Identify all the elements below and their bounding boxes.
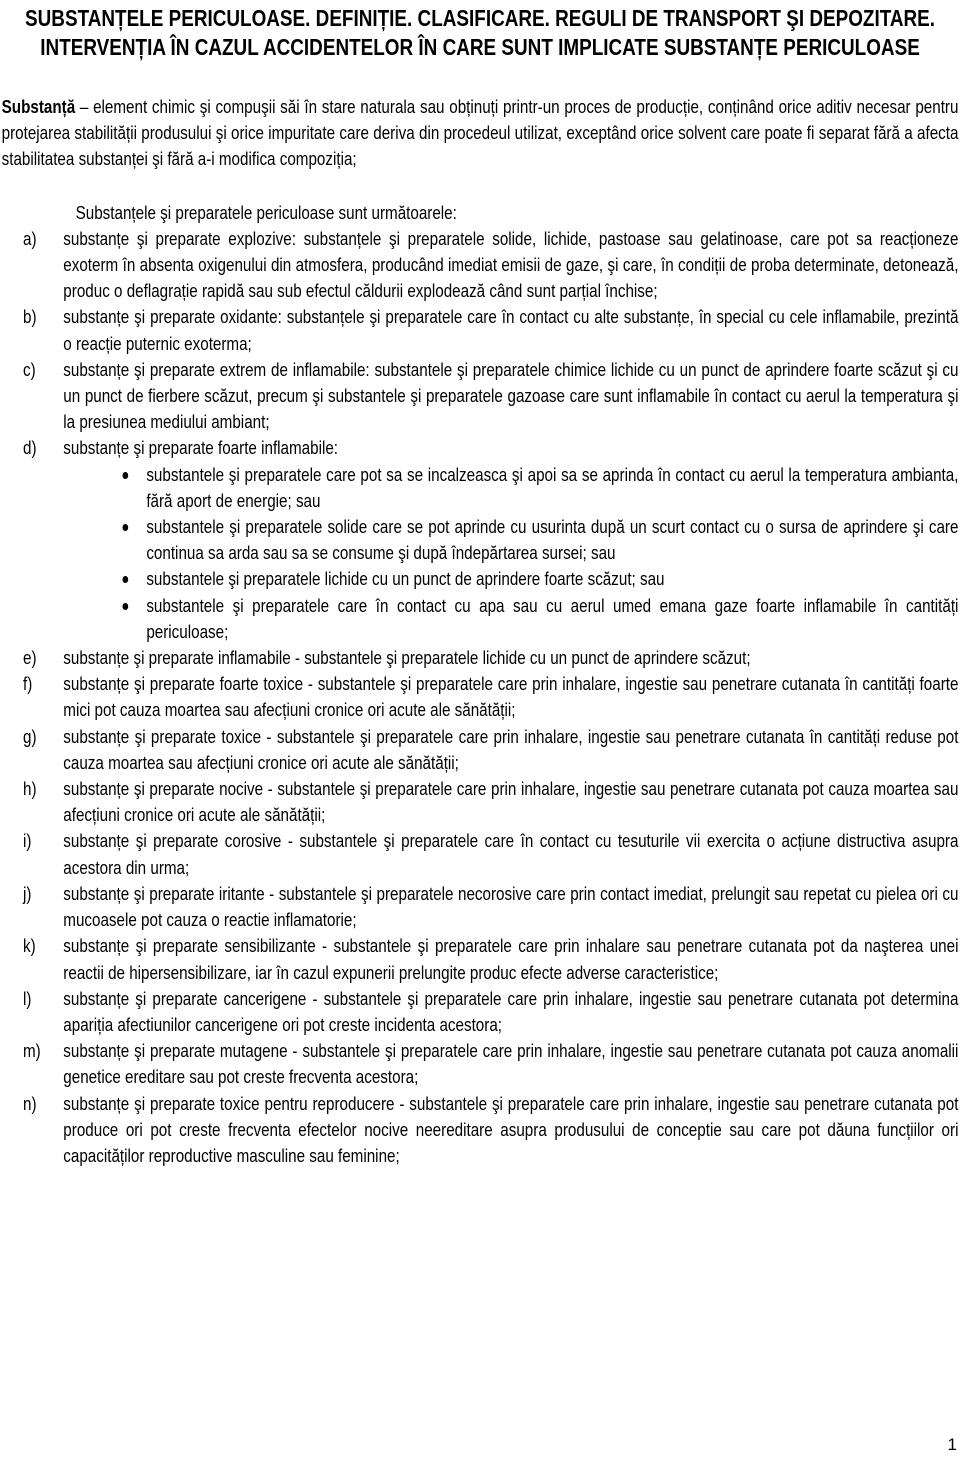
list-item-label: i) xyxy=(23,830,32,852)
list-item-text: substanțe şi preparate foarte toxice - substantele şi preparatele care prin inhalare, ingestie sau penetrare cutanata în cantități foarte mici pot cauza moartea sau afecțiuni cronice ori acute ale sănătății; xyxy=(63,673,959,721)
list-item-label: n) xyxy=(23,1092,37,1114)
list-item-label: c) xyxy=(23,358,36,380)
definition-paragraph xyxy=(2,94,959,173)
list-item xyxy=(2,304,959,356)
list-item-label: d) xyxy=(23,437,37,459)
list-item xyxy=(2,933,959,985)
list-item-label: m) xyxy=(23,1040,41,1062)
list-item-label: b) xyxy=(23,306,37,328)
bullet-item xyxy=(2,593,959,645)
list-item-text: substanțe şi preparate corosive - substantele şi preparatele care în contact cu tesuturile vii exercita o acțiune distructiva asupra acestora din urma; xyxy=(63,830,959,878)
list-item xyxy=(2,986,959,1038)
list-item-text: substanțe şi preparate extrem de inflamabile: substantele şi preparatele chimice lichide cu un punct de aprindere foarte scăzut şi cu un punct de fierbere scăzut, precum şi substantele şi preparatele gazoase care sunt inflamabile în contact cu aerul la temperatura şi la presiunea mediului ambiant; xyxy=(63,358,959,433)
list-item-label: l) xyxy=(23,987,32,1009)
list-item xyxy=(2,357,959,436)
bullet-text: substantele şi preparatele solide care se pot aprinde cu usurinta după un scurt contact cu o sursa de aprindere şi care continua sa arda sau sa se consume şi după îndepărtarea sursei; sau xyxy=(146,516,959,564)
list-item-text: substanțe şi preparate toxice - substantele şi preparatele care prin inhalare, ingestie sau penetrare cutanata în cantități reduse pot cauza moartea sau afecțiuni cronice ori acute ale sănătății; xyxy=(63,725,959,773)
definition-term: Substanță xyxy=(1,96,76,117)
list-item xyxy=(2,226,959,305)
list-item xyxy=(2,828,959,880)
definition-text: – element chimic şi compuşii săi în stare naturala sau obținuți printr-un proces de producție, conținând orice aditiv necesar pentru protejarea stabilității produsului şi orice impuritate care deriva din procedeul utilizat, exceptând orice solvent care poate fi separat fără a afecta stabilitatea substanței şi fără a-i modifica compoziția; xyxy=(1,96,959,170)
list-item-text: substanțe şi preparate mutagene - substantele şi preparatele care prin inhalare, ingestie sau penetrare cutanata pot cauza anomalii genetice ereditare sau pot creste frecventa acestora; xyxy=(63,1040,959,1088)
list-item xyxy=(2,645,959,671)
list-item xyxy=(2,1038,959,1090)
hazard-list-part2 xyxy=(0,645,960,1169)
bullet-item xyxy=(2,566,959,592)
list-item-label: g) xyxy=(23,725,37,747)
bullet-item xyxy=(2,514,959,566)
list-item-text: substanțe şi preparate iritante - substantele şi preparatele necorosive care prin contact imediat, prelungit sau repetat cu pielea ori cu mucoasele pot cauza o reactie inflamatorie; xyxy=(63,882,959,931)
list-item-text: substanțe şi preparate inflamabile - substantele şi preparatele lichide cu un punct de aprindere scăzut; xyxy=(63,647,751,669)
bullet-text: substantele şi preparatele lichide cu un punct de aprindere foarte scăzut; sau xyxy=(146,568,665,590)
list-item xyxy=(2,881,959,933)
list-item-label: f) xyxy=(23,673,33,695)
list-item-text: substanțe şi preparate explozive: substanțele şi preparatele solide, lichide, pastoase sau gelatinoase, care pot sa reacționeze exoterm în absenta oxigenului din atmosfera, producând imediat emisii de gaze, şi care, în condiții de proba determinate, detonează, produc o deflagrație rapidă sau sub efectul căldurii explodează când sunt parțial închise; xyxy=(63,227,959,302)
list-item-text: substanțe şi preparate nocive - substantele şi preparatele care prin inhalare, ingestie sau penetrare cutanata pot cauza moartea sau afecțiuni cronice ori acute ale sănătății; xyxy=(63,778,959,826)
list-item-text: substanțe şi preparate sensibilizante - substantele şi preparatele care prin inhalare sau penetrare cutanata pot da naşterea unei reactii de hipersensibilizare, iar în cazul expunerii prelungite produc efecte adverse caracteristice; xyxy=(63,935,959,983)
list-item xyxy=(2,724,959,776)
list-item-text: substanțe şi preparate foarte inflamabile: xyxy=(63,437,339,459)
list-item-label: k) xyxy=(23,935,36,957)
list-item-label: a) xyxy=(23,227,37,249)
list-item-label: h) xyxy=(23,778,37,800)
document-title: SUBSTANȚELE PERICULOASE. DEFINIȚIE. CLASIFICARE. REGULI DE TRANSPORT ŞI DEPOZITARE. INTERVENȚIA ÎN CAZUL ACCIDENTELOR ÎN CARE SUNT IMPLICATE SUBSTANȚE PERICULOASE xyxy=(25,5,936,60)
list-item xyxy=(2,776,959,828)
bullet-icon xyxy=(122,576,128,583)
bullet-item xyxy=(2,462,959,514)
bullet-text: substantele şi preparatele care în contact cu apa sau cu aerul umed emana gaze foarte inflamabile în cantități periculoase; xyxy=(146,594,959,642)
bullet-icon xyxy=(122,472,128,479)
list-item xyxy=(2,671,959,723)
list-item-text: substanțe şi preparate oxidante: substanțele şi preparatele care în contact cu alte substanțe, în special cu cele inflamabile, prezintă o reacție puternic exoterma; xyxy=(63,306,959,354)
list-intro: Substanțele şi preparatele periculoase sunt următoarele: xyxy=(75,201,457,223)
page-number: 1 xyxy=(947,1435,957,1454)
flammable-bullet-list xyxy=(0,462,960,645)
list-item-text: substanțe şi preparate cancerigene - substantele şi preparatele care prin inhalare, ingestie sau penetrare cutanata pot determina apariția afectiunilor cancerigene ori pot creste incidenta acestora; xyxy=(63,987,959,1035)
bullet-text: substantele şi preparatele care pot sa se incalzeasca şi apoi sa se aprinda în contact cu aerul la temperatura ambianta, fără aport de energie; sau xyxy=(146,463,959,511)
list-item-label: e) xyxy=(23,647,37,669)
bullet-icon xyxy=(122,603,128,610)
list-item xyxy=(2,1091,959,1170)
bullet-icon xyxy=(122,524,128,531)
list-item-text: substanțe şi preparate toxice pentru reproducere - substantele şi preparatele care prin inhalare, ingestie sau penetrare cutanata pot produce ori pot creste frecventa efectelor nocive neereditare asupra produsului de conceptie sau care pot dăuna funcțiilor ori capacităților reproductive masculine sau feminine; xyxy=(63,1092,959,1166)
list-item xyxy=(2,435,959,461)
hazard-list-part1 xyxy=(0,226,960,462)
list-item-label: j) xyxy=(23,882,32,904)
